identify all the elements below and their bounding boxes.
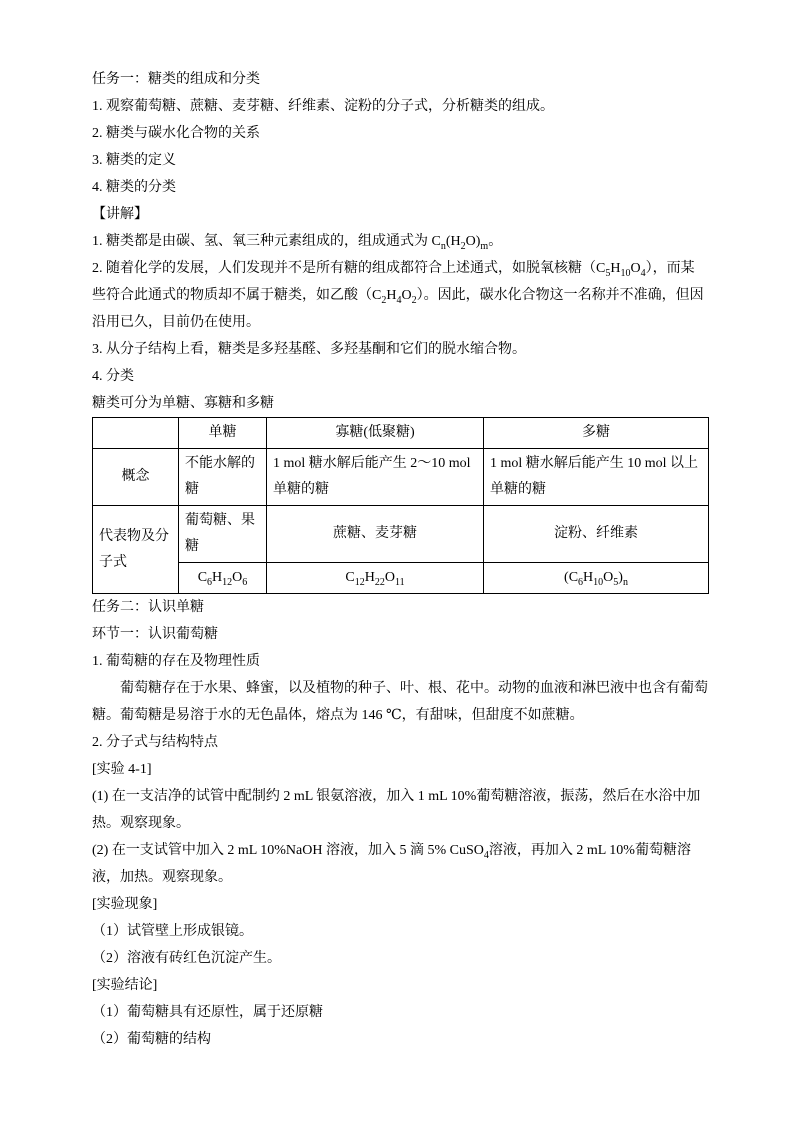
lecture-point-3: 3. 从分子结构上看，糖类是多羟基醛、多羟基酮和它们的脱水缩合物。: [92, 342, 526, 357]
table-cell: 1 mol 糖水解后能产生 2～10 mol 单糖的糖: [267, 449, 484, 506]
formula-glucose: $C_6H_{12}O_6$: [179, 563, 267, 594]
lecture-heading: 【讲解】: [92, 207, 148, 222]
task1-item-3: 3. 糖类的定义: [92, 153, 176, 168]
formula-sucrose: $C_{12}H_{22}O_{11}$: [267, 563, 484, 594]
glucose-heading-2: 2. 分子式与结构特点: [92, 735, 218, 750]
table-cell: 淀粉、纤维素: [484, 506, 709, 563]
row-label-representative: 代表物及分子式: [93, 506, 179, 594]
lecture-point-2: 2. 随着化学的发展，人们发现并不是所有糖的组成都符合上述通式，如脱氧核糖$(C_5H_{10}O_4)$，而某些符合此通式的物质却不属于糖类，如乙酸$(C_2H_4O_2)$。因此，碳水化合物这一名称并不准确，但因沿用已久，目前仍在使用。: [92, 261, 704, 330]
table-header-cell: 多糖: [484, 418, 709, 449]
glucose-properties-paragraph: 葡萄糖存在于水果、蜂蜜，以及植物的种子、叶、根、花中。动物的血液和淋巴液中也含有葡萄糖。葡萄糖是易溶于水的无色晶体，熔点为 146 ℃，有甜味，但甜度不如蔗糖。: [92, 681, 708, 723]
experiment-step-2: (2) 在一支试管中加入 2 mL 10%NaOH 溶液，加入 5 滴 5% CuSO$_4$溶液，再加入 2 mL 10%葡萄糖溶液，加热。观察现象。: [92, 843, 691, 885]
glucose-heading-1: 1. 葡萄糖的存在及物理性质: [92, 654, 260, 669]
table-header-cell: 单糖: [179, 418, 267, 449]
section-glucose: 环节一：认识葡萄糖: [92, 627, 218, 642]
conclusion-label: [实验结论]: [92, 978, 158, 993]
table-header-cell: [93, 418, 179, 449]
lecture-point-4: 4. 分类: [92, 369, 134, 384]
table-cell: 1 mol 糖水解后能产生 10 mol 以上单糖的糖: [484, 449, 709, 506]
table-row: [93, 506, 709, 563]
task1-item-2: 2. 糖类与碳水化合物的关系: [92, 126, 260, 141]
table-header-cell: 寡糖(低聚糖): [267, 418, 484, 449]
sugar-classification-table: [92, 417, 709, 594]
task2-title: 任务二：认识单糖: [92, 600, 204, 615]
table-header-row: [93, 418, 709, 449]
formula-starch: $(C_6H_{10}O_5)_n$: [484, 563, 709, 594]
table-cell: 葡萄糖、果糖: [179, 506, 267, 563]
conclusion-1: （1）葡萄糖具有还原性，属于还原糖: [92, 1005, 323, 1020]
task1-title: 任务一：糖类的组成和分类: [92, 72, 260, 87]
task1-item-4: 4. 糖类的分类: [92, 180, 176, 195]
conclusion-2: （2）葡萄糖的结构: [92, 1032, 211, 1047]
experiment-step-1: (1) 在一支洁净的试管中配制约 2 mL 银氨溶液，加入 1 mL 10%葡萄糖溶液，振荡，然后在水浴中加热。观察现象。: [92, 789, 701, 831]
classification-intro: 糖类可分为单糖、寡糖和多糖: [92, 396, 274, 411]
task1-item-1: 1. 观察葡萄糖、蔗糖、麦芽糖、纤维素、淀粉的分子式，分析糖类的组成。: [92, 99, 554, 114]
table-cell: 不能水解的糖: [179, 449, 267, 506]
table-row: [93, 449, 709, 506]
lecture-point-1: 1. 糖类都是由碳、氢、氧三种元素组成的，组成通式为 $C_n(H_2O)_m$。: [92, 234, 503, 252]
phenomenon-1: （1）试管壁上形成银镜。: [92, 924, 253, 939]
row-label-concept: 概念: [93, 449, 179, 506]
phenomenon-label: [实验现象]: [92, 897, 158, 912]
phenomenon-2: （2）溶液有砖红色沉淀产生。: [92, 951, 281, 966]
table-cell: 蔗糖、麦芽糖: [267, 506, 484, 563]
document-page: [92, 66, 708, 1053]
table-row-formulas: [93, 563, 709, 594]
experiment-label: [实验 4-1]: [92, 762, 152, 777]
